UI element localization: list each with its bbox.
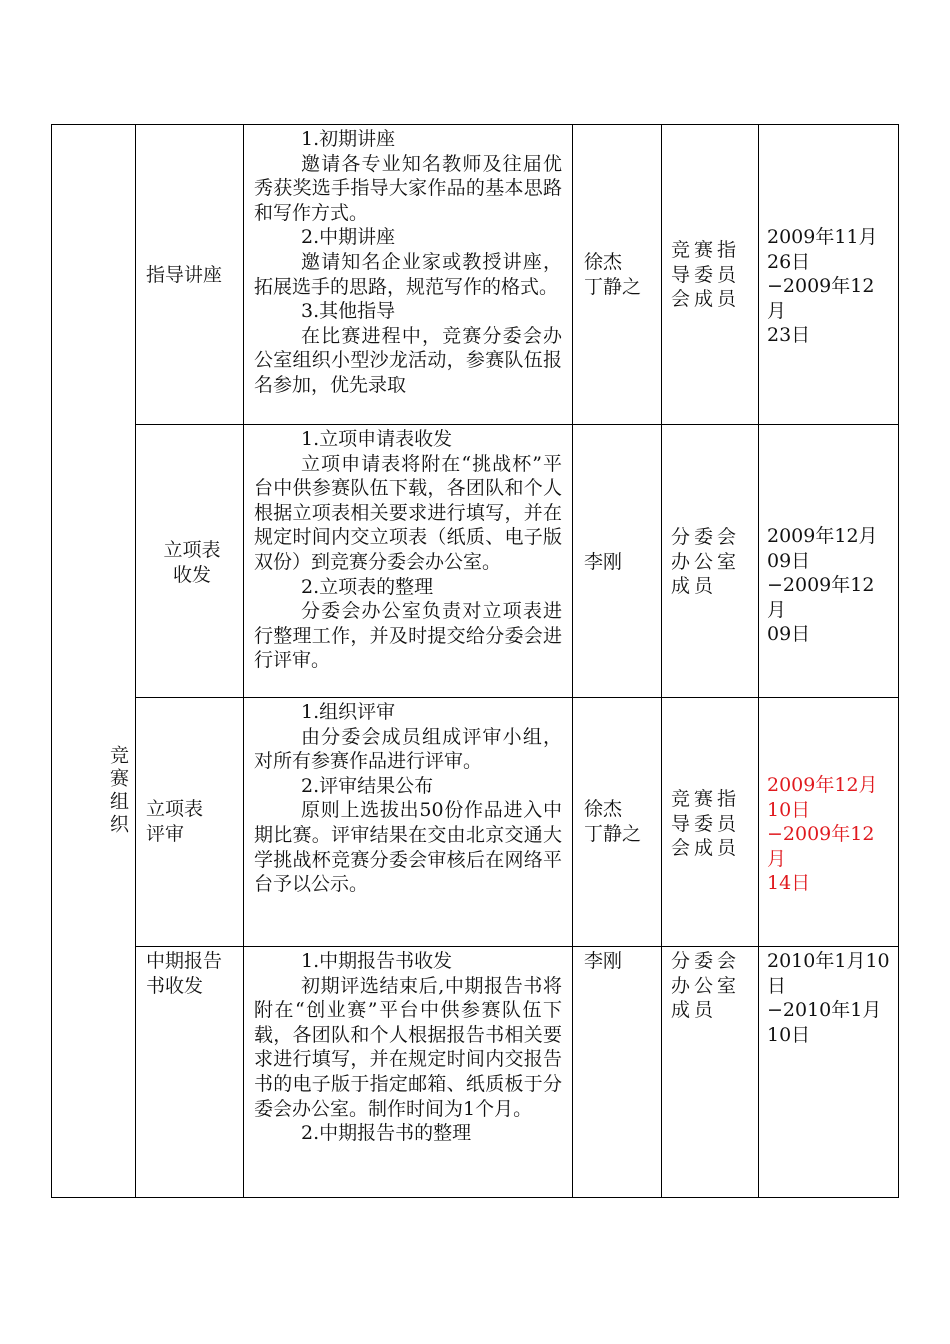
- time-line: 2010年1月10: [767, 950, 890, 972]
- person-cell: [584, 797, 656, 846]
- role-cell: 分委会办公室成员: [671, 950, 741, 1022]
- content-heading: 2.立项表的整理: [301, 575, 434, 598]
- item-name: 指导讲座: [146, 264, 223, 286]
- content-paragraph: 分委会办公室负责对立项表进行整理工作，并及时提交给分委会进行评审。: [254, 600, 562, 672]
- content-heading: 1.立项申请表收发: [301, 428, 453, 450]
- content-heading: 2.评审结果公布: [301, 774, 434, 797]
- content-heading: 1.组织评审: [301, 701, 396, 723]
- content-heading: 3.其他指导: [301, 300, 396, 323]
- time-line: 14日: [767, 872, 811, 895]
- time-line: 2009年12月: [767, 774, 878, 796]
- item-content: [254, 700, 562, 897]
- time-cell: [767, 524, 892, 647]
- person-name: 徐杰: [584, 251, 623, 273]
- content-paragraph: 邀请各专业知名教师及往届优秀获奖选手指导大家作品的基本思路和写作方式。: [254, 152, 562, 224]
- item-name: 中期报告书收发: [146, 950, 223, 997]
- table-top-border: [51, 124, 899, 125]
- time-line: 日: [767, 974, 787, 997]
- time-line: −2009年12月: [767, 574, 875, 621]
- content-heading: 1.中期报告书收发: [301, 950, 453, 972]
- role-cell: 分委会办公室成员: [671, 526, 741, 598]
- content-heading: 2.中期讲座: [301, 226, 396, 249]
- content-heading: 2.中期报告书的整理: [301, 1122, 472, 1145]
- table-left-border: [51, 124, 52, 1198]
- column-divider: [758, 124, 759, 1198]
- time-line: −2009年12月: [767, 275, 875, 322]
- row-divider: [135, 424, 899, 425]
- time-line: 09日: [767, 549, 811, 572]
- time-line: 2009年12月: [767, 525, 878, 547]
- person-cell: [584, 550, 656, 575]
- person-name: 丁静之: [584, 275, 642, 298]
- row-divider: [135, 946, 899, 947]
- content-paragraph: 初期评选结束后,中期报告书将附在“创业赛”平台中供参赛队伍下载，各团队和个人根据报告书相关要求进行填写，并在规定时间内交报告书的电子版于指定邮箱、纸质板于分委会办公室。制作时间为1个月。: [254, 974, 562, 1120]
- person-name: 丁静之: [584, 822, 642, 845]
- item-content: [254, 127, 562, 398]
- column-divider: [572, 124, 573, 1198]
- column-divider: [661, 124, 662, 1198]
- row-divider: [135, 697, 899, 698]
- item-name: 立项表评审: [146, 798, 204, 845]
- role-cell: 竞赛指导委员会成员: [671, 788, 741, 860]
- person-name: 李刚: [584, 551, 623, 573]
- time-cell: [767, 949, 892, 1047]
- content-heading: 1.初期讲座: [301, 128, 396, 150]
- content-paragraph: 由分委会成员组成评审小组，对所有参赛作品进行评审。: [254, 725, 562, 773]
- time-cell: [767, 773, 892, 896]
- time-cell: [767, 225, 892, 348]
- person-name: 徐杰: [584, 798, 623, 820]
- item-content: [254, 427, 562, 673]
- time-line: 10日: [767, 798, 811, 821]
- item-name: 立项表收发: [163, 539, 221, 586]
- time-line: 23日: [767, 324, 811, 347]
- table-right-border: [898, 124, 899, 1198]
- person-cell: [584, 250, 656, 299]
- item-content: [254, 949, 562, 1146]
- section-label: 竞赛组织: [107, 745, 129, 837]
- time-line: 10日: [767, 1023, 811, 1046]
- role-cell: 竞赛指导委员会成员: [671, 239, 741, 311]
- person-cell: [584, 949, 656, 974]
- time-line: −2010年1月: [767, 999, 882, 1022]
- content-paragraph: 在比赛进程中，竞赛分委会办公室组织小型沙龙活动，参赛队伍报名参加，优先录取: [254, 324, 562, 396]
- time-line: 09日: [767, 623, 811, 646]
- time-line: 26日: [767, 250, 811, 273]
- content-paragraph: 立项申请表将附在“挑战杯”平台中供参赛队伍下载，各团队和个人根据立项表相关要求进行填写，并在规定时间内交立项表（纸质、电子版双份）到竞赛分委会办公室。: [254, 452, 562, 573]
- content-paragraph: 邀请知名企业家或教授讲座，拓展选手的思路，规范写作的格式。: [254, 250, 562, 298]
- column-divider: [135, 124, 136, 1198]
- table-bottom-border: [51, 1197, 899, 1198]
- time-line: −2009年12月: [767, 823, 875, 870]
- content-paragraph: 原则上选拔出50份作品进入中期比赛。评审结果在交由北京交通大学挑战杯竞赛分委会审核后在网络平台予以公示。: [254, 799, 562, 896]
- person-name: 李刚: [584, 950, 623, 972]
- time-line: 2009年11月: [767, 226, 878, 248]
- column-divider: [243, 124, 244, 1198]
